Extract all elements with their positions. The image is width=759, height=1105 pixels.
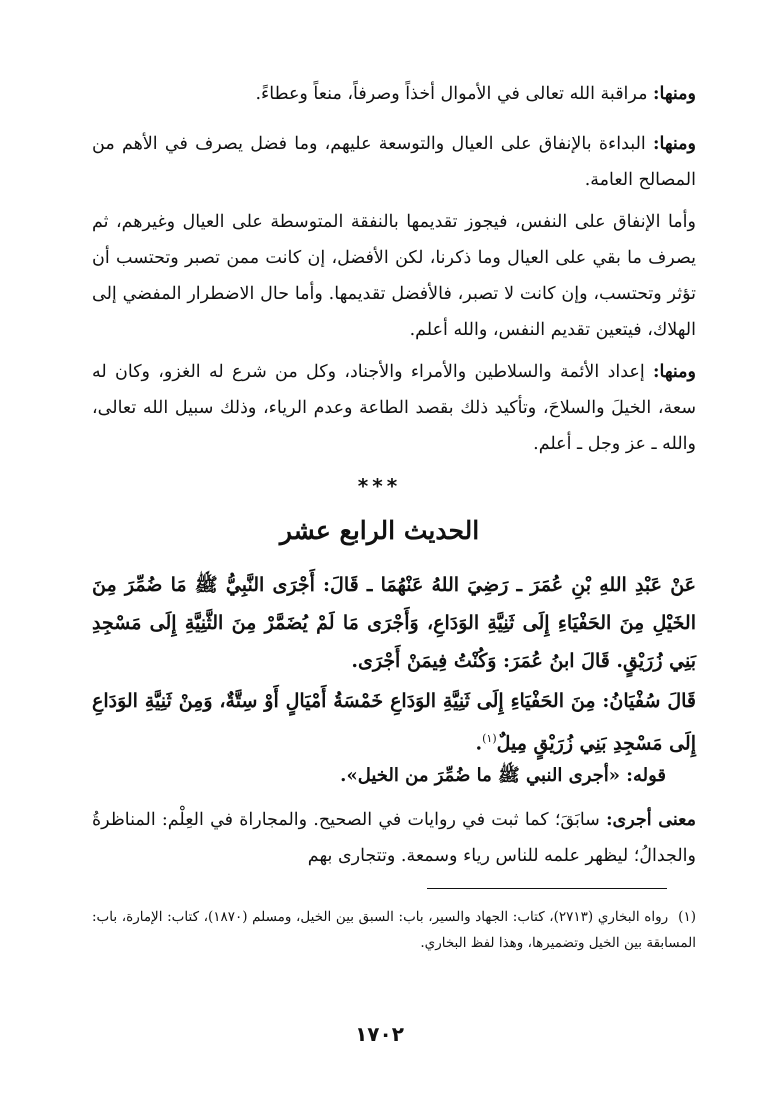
paragraph-4 xyxy=(92,354,696,462)
commentary-lead: معنى أجرى: xyxy=(606,810,696,830)
footnote xyxy=(92,904,696,956)
hadith-text: عَنْ عَبْدِ اللهِ بْنِ عُمَرَ ـ رَضِيَ اللهُ عَنْهُمَا ـ قَالَ: أَجْرَى النَّبِيُّ ﷺ مَا ضُمِّرَ مِنَ الخَيْلِ مِنَ الحَفْيَاءِ إِلَى ثَنِيَّةِ الوَدَاعِ، وَأَجْرَى مَا لَمْ يُضَمَّرْ مِنَ الثَّنِيَّةِ إِلَى مَسْجِدِ بَنِي زُرَيْقٍ. قَالَ ابنُ عُمَرَ: وَكُنْتُ فِيمَنْ أَجْرَى. xyxy=(92,574,696,672)
quoted-phrase: قوله: «أجرى النبي ﷺ ما ضُمِّرَ من الخيل». xyxy=(340,765,666,786)
page-number: ١٧٠٢ xyxy=(355,1022,404,1046)
paragraph-lead: ومنها: xyxy=(653,84,696,104)
paragraph-text: وأما الإنفاق على النفس، فيجوز تقديمها بالنفقة المتوسطة على العيال وغيرهم، ثم يصرف ما بقي على العيال وما ذكرنا، لكن الأفضل، إن كانت ممن تصبر وتحتسب أن تؤثر وتحتسب، وإن كانت لا تصبر، فالأفضل تقديمها. وأما حال الاضطرار المفضي إلى الهلاك، فيتعين تقديم النفس، والله أعلم. xyxy=(92,212,696,340)
commentary-paragraph xyxy=(92,802,696,874)
paragraph-text: إعداد الأئمة والسلاطين والأمراء والأجناد، وكل من شرع له الغزو، وكان له سعة، الخيلَ والسلاحَ، وتأكيد ذلك بقصد الطاعة وعدم الرياء، وذلك سبيل الله تعالى، والله ـ عز وجل ـ أعلم. xyxy=(92,362,696,454)
paragraph-3 xyxy=(92,204,696,348)
paragraph-1 xyxy=(92,76,696,112)
sufyan-end: . xyxy=(475,732,483,755)
paragraph-2 xyxy=(92,126,696,198)
footnote-marker[interactable]: (١) xyxy=(482,732,497,745)
section-separator: *** xyxy=(357,474,402,498)
paragraph-text: مراقبة الله تعالى في الأموال أخذاً وصرفاً، منعاً وعطاءً. xyxy=(255,84,648,104)
footnote-number: (١) xyxy=(678,909,696,925)
paragraph-lead: ومنها: xyxy=(653,362,696,382)
sufyan-text: قَالَ سُفْيَانُ: مِنَ الحَفْيَاءِ إِلَى ثَنِيَّةِ الوَدَاعِ خَمْسَةُ أَمْيَالٍ أَوْ سِتَّةٌ، وَمِنْ ثَنِيَّةِ الوَدَاعِ إِلَى مَسْجِدِ بَنِي زُرَيْقٍ مِيلٌ xyxy=(92,690,696,755)
footnote-text: رواه البخاري (٢٧١٣)، كتاب: الجهاد والسير، باب: السبق بين الخيل، ومسلم (١٨٧٠)، كتاب: الإمارة، باب: المسابقة بين الخيل وتضميرها، وهذا لفظ البخاري. xyxy=(92,909,696,951)
commentary-text: سابَقَ؛ كما ثبت في روايات في الصحيح. والمجاراة في العِلْم: المناظرةُ والجدالُ؛ ليظهر علمه للناس رياء وسمعة. وتتجارى بهم xyxy=(92,810,696,866)
footnote-divider xyxy=(427,888,667,889)
paragraph-text: البداءة بالإنفاق على العيال والتوسعة عليهم، وما فضل يصرف في الأهم من المصالح العامة. xyxy=(92,134,696,190)
hadith-sufyan xyxy=(92,682,696,762)
paragraph-lead: ومنها: xyxy=(653,134,696,154)
section-heading: الحديث الرابع عشر xyxy=(279,516,480,545)
